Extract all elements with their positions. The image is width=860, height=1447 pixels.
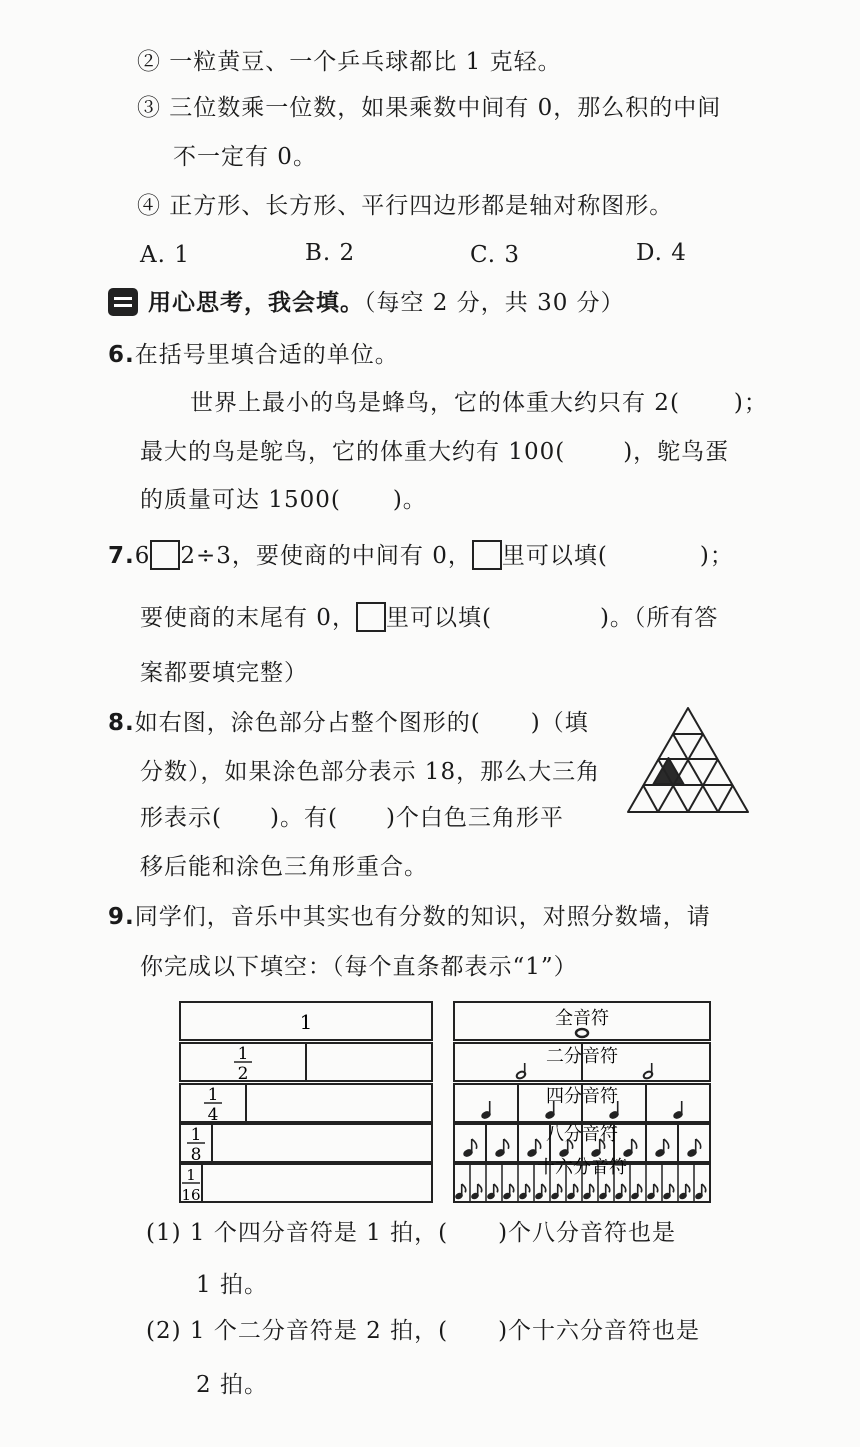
q6-line-2-text: 最大的鸟是鸵鸟，它的体重大约有 100( <box>140 439 566 465</box>
note-label-sixteenth: 十六分音符 <box>537 1157 627 1178</box>
q8-line-2: 分数），如果涂色部分表示 18，那么大三角 <box>140 759 601 785</box>
q8-line-1 <box>108 708 589 738</box>
quarter-note-icon <box>673 1101 684 1120</box>
q5-item-2: ② 一粒黄豆、一个乒乓球都比 1 克轻。 <box>137 49 562 75</box>
sixteenth-note-icon <box>631 1184 642 1200</box>
q6-line-2 <box>140 437 729 467</box>
q6-line-1-text: 世界上最小的鸟是蜂鸟，它的体重大约只有 2( <box>190 390 680 416</box>
q5-item-3-line1: ③ 三位数乘一位数，如果乘数中间有 0，那么积的中间 <box>137 95 722 121</box>
q8-number: 8. <box>108 710 135 736</box>
q6-prompt <box>108 340 399 370</box>
sixteenth-note-icon <box>695 1184 706 1200</box>
q6-line-3 <box>140 485 427 515</box>
q6-prompt-text: 在括号里填合适的单位。 <box>134 342 399 368</box>
wall-eighth-num: 1 <box>190 1125 202 1145</box>
note-wall <box>452 1000 714 1204</box>
eighth-note-icon <box>495 1139 509 1158</box>
q5-item-3-line2: 不一定有 0。 <box>173 144 317 170</box>
wall-row-sixteenth <box>180 1164 432 1202</box>
triangle-figure <box>624 706 752 814</box>
sixteenth-note-icon <box>471 1184 482 1200</box>
q9-sub1-line-2: 1 拍。 <box>196 1272 268 1298</box>
eighth-note-icon <box>623 1139 637 1158</box>
sixteenth-note-icon <box>551 1184 562 1200</box>
q8-line-3-text: 形表示( <box>140 805 222 831</box>
sixteenth-note-icon <box>503 1184 514 1200</box>
wall-quarter-den: 4 <box>207 1105 219 1125</box>
sixteenth-note-icon <box>567 1184 578 1200</box>
q6-line-1 <box>190 388 768 418</box>
q7-line-1-cont: 里可以填( <box>501 543 608 569</box>
eighth-note-icon <box>527 1139 541 1158</box>
note-label-half: 二分音符 <box>546 1046 618 1067</box>
half-note-icon <box>516 1063 527 1080</box>
q9-sub2-line-1 <box>146 1316 700 1346</box>
eighth-note-icon <box>463 1139 477 1158</box>
sixteenth-note-icon <box>679 1184 690 1200</box>
wall-sixteenth-num: 1 <box>186 1166 196 1184</box>
q9-line-2: 你完成以下填空：（每个直条都表示“1”） <box>140 954 578 980</box>
whole-note-icon <box>576 1029 588 1037</box>
q7-line-3: 案都要填完整） <box>140 660 308 686</box>
wall-label-whole: 1 <box>299 1010 313 1034</box>
sixteenth-note-icon <box>455 1184 466 1200</box>
q5-item-4: ④ 正方形、长方形、平行四边形都是轴对称图形。 <box>137 193 674 219</box>
q7-line-1-text: 2÷3，要使商的中间有 0， <box>180 543 472 569</box>
q7-line-1 <box>108 540 734 571</box>
q9-sub2-end: )个十六分音符也是 <box>498 1318 701 1344</box>
q9-sub2-line-2: 2 拍。 <box>196 1372 268 1398</box>
q8-line-4: 移后能和涂色三角形重合。 <box>140 854 428 880</box>
q6-number: 6. <box>108 342 135 368</box>
q7-line-2-end: )。（所有答 <box>599 605 719 631</box>
q7-line-2 <box>140 602 718 633</box>
q9-number: 9. <box>108 904 135 930</box>
eighth-note-icon <box>655 1139 669 1158</box>
q8-line-1-end: )（填 <box>530 710 589 736</box>
sixteenth-note-icon <box>487 1184 498 1200</box>
quarter-note-icon <box>481 1101 492 1120</box>
half-note-icon <box>643 1063 654 1080</box>
q6-line-2-end: )，鸵鸟蛋 <box>623 439 730 465</box>
q9-line-1-text: 同学们，音乐中其实也有分数的知识，对照分数墙，请 <box>134 904 711 930</box>
sixteenth-note-icons <box>455 1184 706 1200</box>
q6-line-1-end: )； <box>733 390 768 416</box>
q7-line-2-cont: 里可以填( <box>385 605 492 631</box>
wall-row-eighth <box>180 1124 432 1162</box>
wall-eighth-den: 8 <box>190 1145 202 1165</box>
q9-sub1-end: )个八分音符也是 <box>498 1220 677 1246</box>
wall-sixteenth-den: 16 <box>181 1186 201 1204</box>
q7-line-1-end: )； <box>699 543 734 569</box>
q9-sub2-text: (2) 1 个二分音符是 2 拍，( <box>146 1318 449 1344</box>
wall-half-den: 2 <box>237 1064 249 1084</box>
q8-line-3-cont: )。有( <box>269 805 338 831</box>
q7-box-ref-2 <box>356 602 386 632</box>
q5-option-c: C. 3 <box>470 242 521 268</box>
note-label-whole: 全音符 <box>555 1008 609 1029</box>
sixteenth-note-icon <box>583 1184 594 1200</box>
q7-digit-6: 6 <box>134 543 151 569</box>
eighth-note-icon <box>687 1139 701 1158</box>
q7-box-ref-1 <box>472 540 502 570</box>
wall-quarter-num: 1 <box>207 1085 219 1105</box>
q6-line-3-end: )。 <box>392 487 427 513</box>
note-label-eighth: 八分音符 <box>546 1124 618 1145</box>
q9-line-1 <box>108 902 711 932</box>
fraction-wall <box>178 1000 436 1204</box>
sixteenth-note-icon <box>535 1184 546 1200</box>
section-2-header <box>108 288 625 318</box>
q8-line-1-text: 如右图，涂色部分占整个图形的( <box>134 710 481 736</box>
q5-option-a: A. 1 <box>140 242 190 268</box>
q8-line-3 <box>140 803 564 833</box>
section-2-note: （每空 2 分，共 30 分） <box>364 290 625 316</box>
sixteenth-note-icon <box>615 1184 626 1200</box>
section-number-two-icon <box>108 288 138 316</box>
q9-sub1-text: (1) 1 个四分音符是 1 拍，( <box>146 1220 449 1246</box>
q7-number: 7. <box>108 543 135 569</box>
sixteenth-note-icon <box>519 1184 530 1200</box>
sixteenth-note-icon <box>663 1184 674 1200</box>
q5-option-d: D. 4 <box>636 240 687 266</box>
wall-half-num: 1 <box>237 1044 249 1064</box>
q7-line-2-text: 要使商的末尾有 0， <box>140 605 356 631</box>
q6-line-3-text: 的质量可达 1500( <box>140 487 341 513</box>
sixteenth-note-icon <box>647 1184 658 1200</box>
section-2-title: 用心思考，我会填。 <box>148 290 364 316</box>
q5-option-b: B. 2 <box>305 240 356 266</box>
sixteenth-note-icon <box>599 1184 610 1200</box>
q9-sub1-line-1 <box>146 1218 676 1248</box>
q8-line-3-end: )个白色三角形平 <box>385 805 564 831</box>
q7-digit-box[interactable] <box>150 540 180 570</box>
note-label-quarter: 四分音符 <box>546 1086 618 1107</box>
